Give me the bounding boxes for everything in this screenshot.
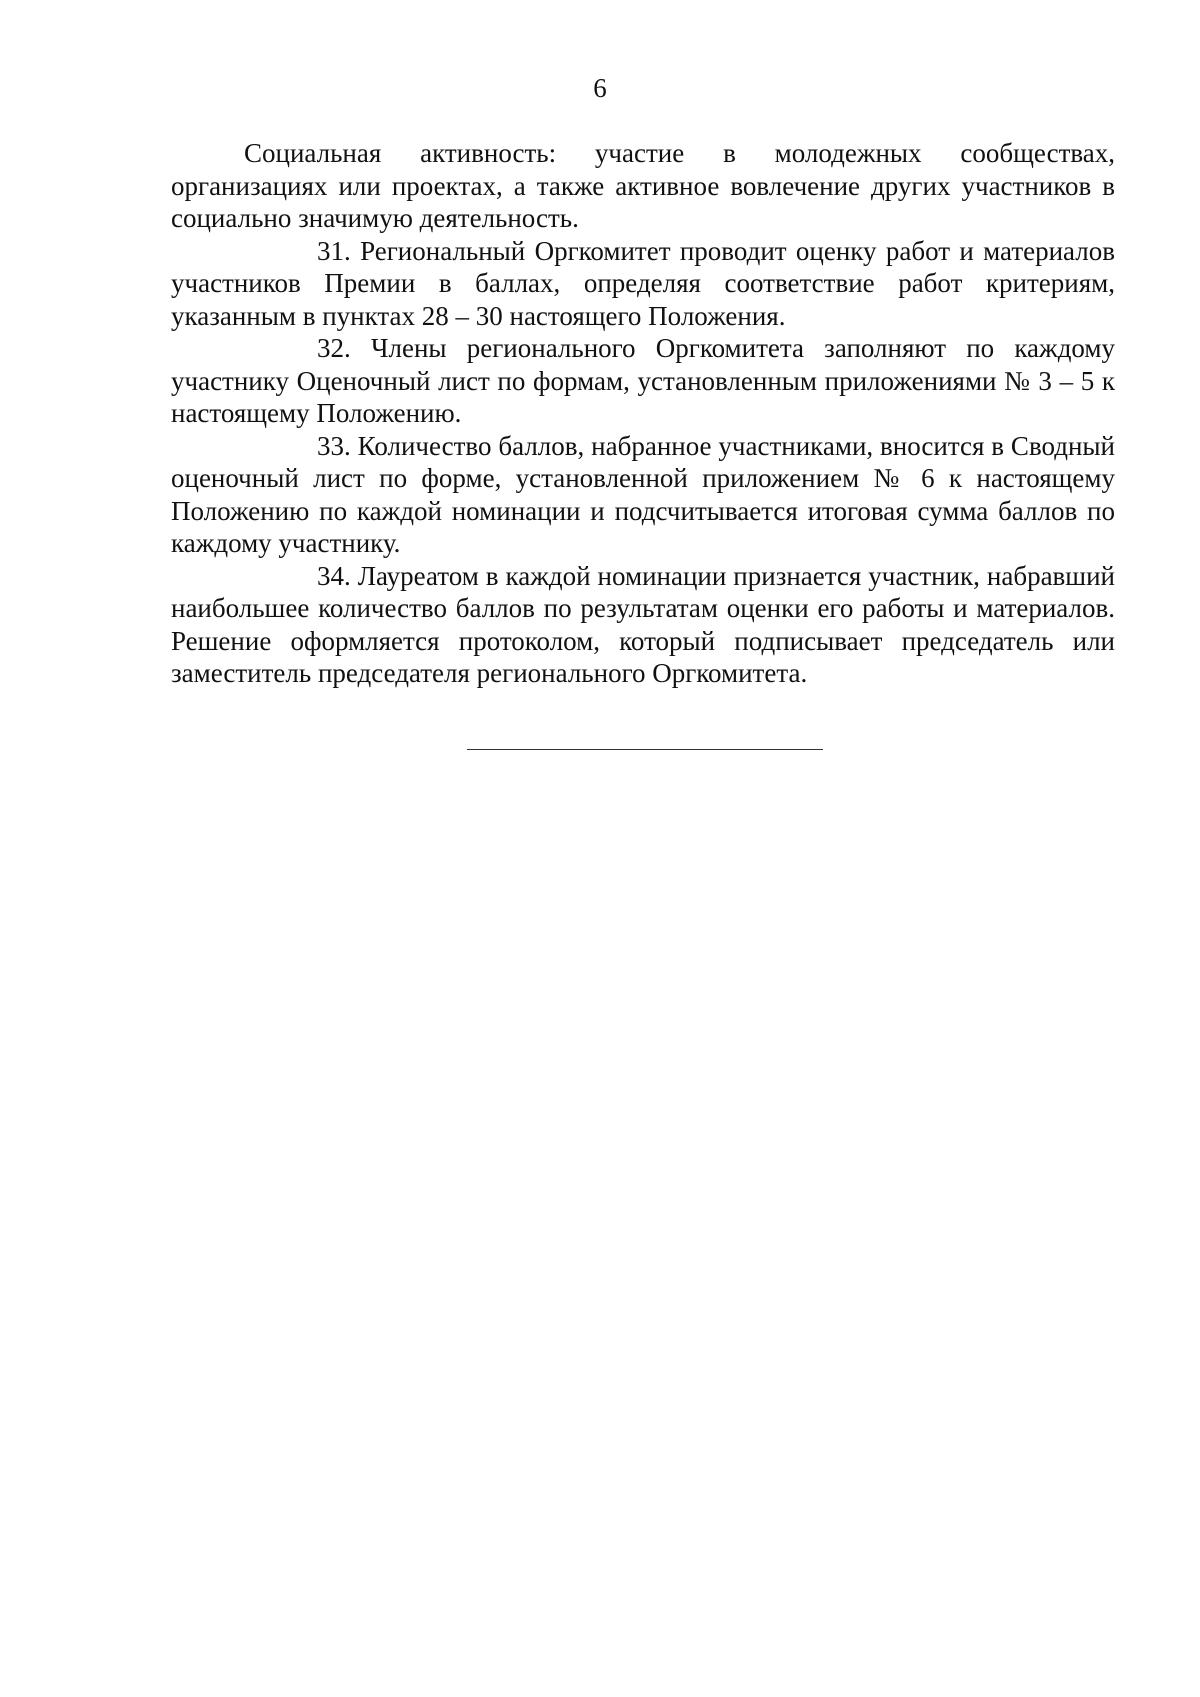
paragraph-number: 31. (317, 235, 351, 266)
paragraph-social-activity (171, 137, 1115, 235)
paragraph-32 (171, 332, 1115, 430)
end-of-text-rule (467, 749, 823, 750)
paragraph-text: Лауреатом в каждой номинации признается участник, набравший наибольшее количество баллов по результатам оценки его работы и материалов. Решение оформляется протоколом, который подписывает председатель или заместитель председателя регионального Оргкомитета. (171, 560, 1115, 688)
paragraph-31 (171, 235, 1115, 333)
paragraph-text: Количество баллов, набранное участниками, вносится в Сводный оценочный лист по форме, установленной приложением № 6 к настоящему Положению по каждой номинации и подсчитывается итоговая сумма баллов по каждому участнику. (171, 430, 1116, 558)
paragraph-34 (171, 560, 1115, 690)
paragraph-number: 32. (317, 333, 351, 363)
paragraph-text: Члены регионального Оргкомитета заполняют по каждому участнику Оценочный лист по формам, установленным приложениями № 3 – 5 к настоящему Положению. (171, 333, 1115, 428)
paragraph-number: 34. (317, 560, 351, 591)
paragraph-number: 33. (317, 430, 351, 461)
paragraph-33 (171, 430, 1115, 560)
document-body (171, 137, 1115, 690)
paragraph-text: Региональный Оргкомитет проводит оценку работ и материалов участников Премии в баллах, определяя соответствие работ критериям, указанным в пунктах 28 – 30 настоящего Положения. (171, 235, 1116, 331)
paragraph-text: Социальная активность: участие в молодежных сообществах, организациях или проектах, а также активное вовлечение других участников в социально значимую деятельность. (171, 138, 1115, 233)
page-number: 6 (593, 73, 607, 103)
